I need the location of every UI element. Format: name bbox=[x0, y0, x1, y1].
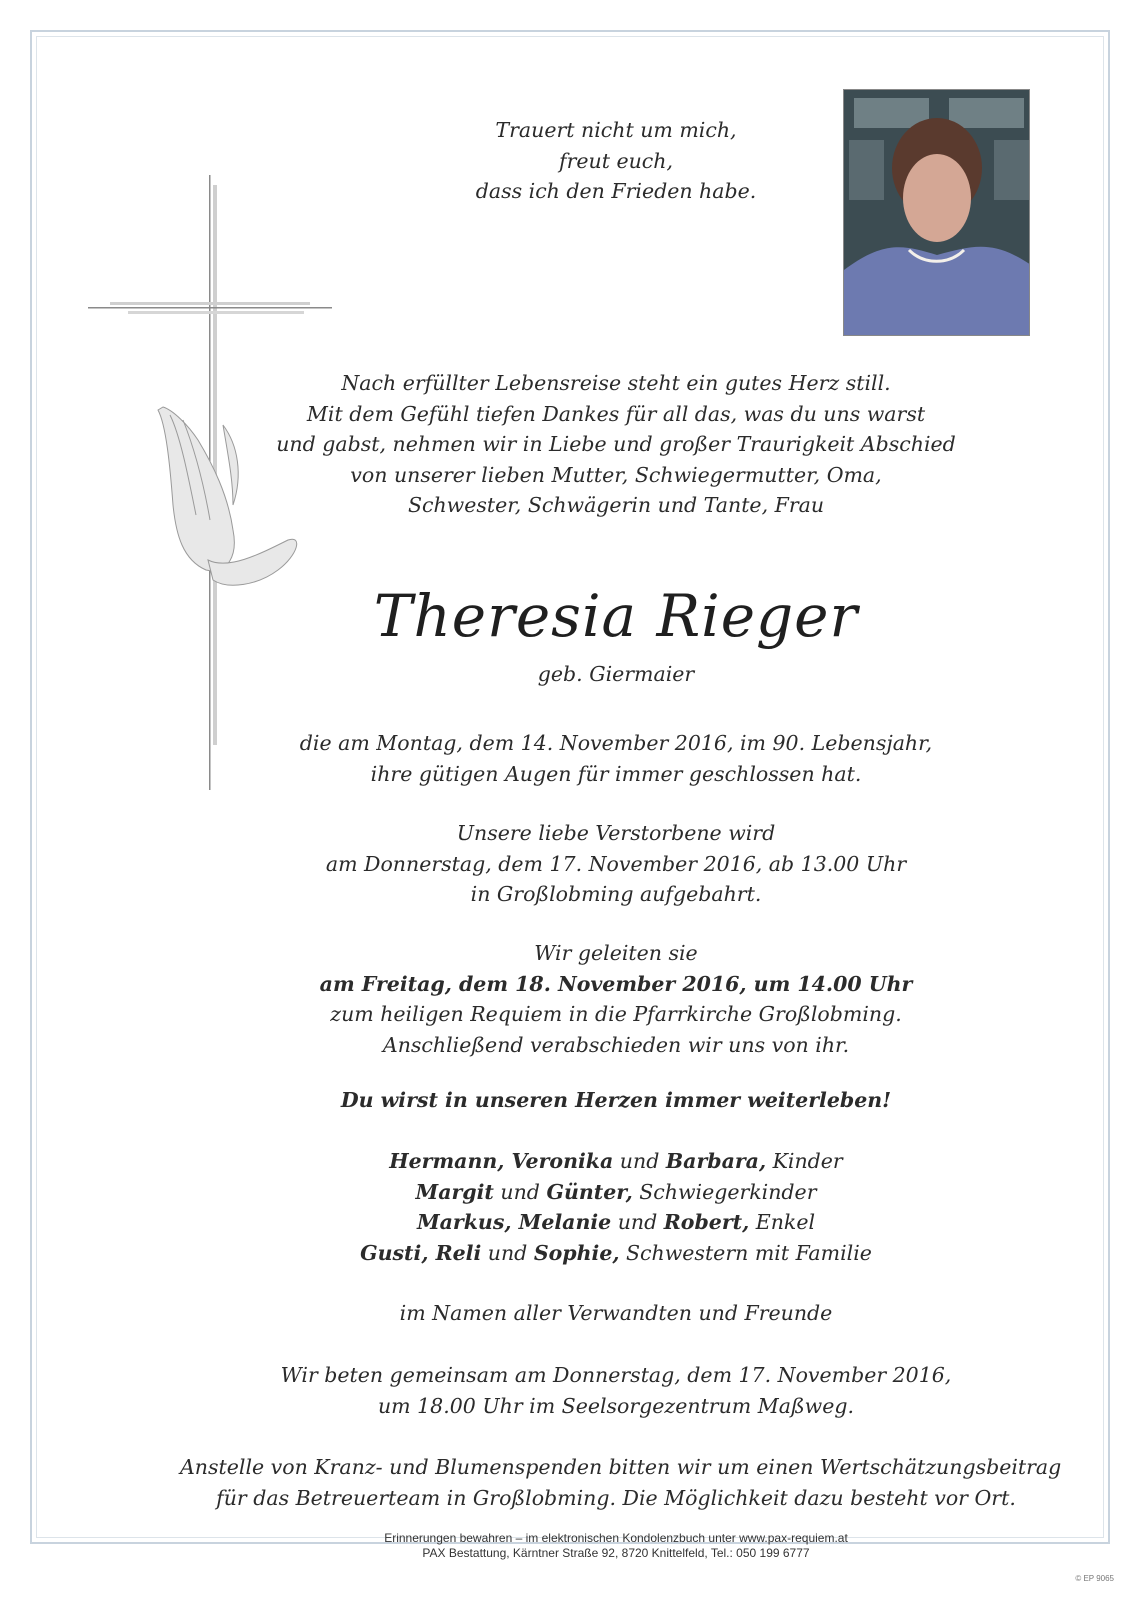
family-row bbox=[180, 1177, 1052, 1208]
funeral-line: Wir geleiten sie bbox=[534, 941, 698, 965]
death-line: die am Montag, dem 14. November 2016, im 90. Lebensjahr, bbox=[299, 731, 933, 755]
prayer-line: um 18.00 Uhr im Seelsorgezentrum Maßweg. bbox=[377, 1393, 854, 1418]
death-notice bbox=[180, 728, 1052, 789]
family-names: Hermann, Veronika bbox=[389, 1149, 614, 1173]
footer-line: Erinnerungen bewahren – im elektronischen Kondolenzbuch unter www.pax-requiem.at bbox=[384, 1531, 848, 1545]
donation-line: für das Betreuerteam in Großlobming. Die Möglichkeit dazu besteht vor Ort. bbox=[216, 1485, 1016, 1510]
death-line: ihre gütigen Augen für immer geschlossen hat. bbox=[370, 761, 862, 786]
donation-line: Anstelle von Kranz- und Blumenspenden bitten wir um einen Wertschätzungsbeitrag bbox=[180, 1455, 1062, 1479]
family-connector: und bbox=[613, 1149, 666, 1173]
family-row bbox=[180, 1207, 1052, 1238]
birth-name-line: geb. Giermaier bbox=[537, 662, 695, 686]
family-relation: Schwestern mit Familie bbox=[619, 1240, 872, 1265]
family-row bbox=[180, 1238, 1052, 1269]
poem-line: dass ich den Frieden habe. bbox=[475, 179, 757, 203]
family-names: Barbara, bbox=[665, 1149, 767, 1173]
deceased-name: Theresia Rieger bbox=[373, 582, 859, 650]
family-relation: Enkel bbox=[749, 1210, 816, 1234]
portrait-photo bbox=[843, 89, 1030, 336]
viewing-line: am Donnerstag, dem 17. November 2016, ab 13.00 Uhr bbox=[325, 851, 907, 876]
intro-line: Nach erfüllter Lebensreise steht ein gutes Herz still. bbox=[341, 371, 891, 395]
intro-line: Mit dem Gefühl tiefen Dankes für all das, was du uns warst bbox=[306, 401, 926, 426]
family-names: Robert, bbox=[663, 1210, 750, 1234]
relatives-note bbox=[180, 1298, 1052, 1329]
donation-notice bbox=[180, 1452, 1062, 1513]
relatives-line: im Namen aller Verwandten und Freunde bbox=[399, 1301, 833, 1325]
funeral-date: am Freitag, dem 18. November 2016, um 14.00 Uhr bbox=[319, 971, 913, 996]
form-code: © EP 9065 bbox=[1075, 1574, 1114, 1583]
poem-line: Trauert nicht um mich, bbox=[495, 118, 737, 142]
birth-name bbox=[180, 659, 1052, 690]
intro-line: Schwester, Schwägerin und Tante, Frau bbox=[407, 493, 825, 517]
family-list bbox=[180, 1146, 1052, 1268]
family-names: Günter, bbox=[546, 1179, 633, 1204]
family-row bbox=[180, 1146, 1052, 1177]
family-connector: und bbox=[493, 1179, 547, 1204]
family-names: Gusti, Reli bbox=[360, 1240, 482, 1265]
funeral-line: Anschließend verabschieden wir uns von ihr. bbox=[382, 1032, 850, 1057]
family-names: Markus, Melanie bbox=[416, 1210, 612, 1234]
viewing-line: in Großlobming aufgebahrt. bbox=[470, 882, 762, 906]
family-relation: Kinder bbox=[766, 1149, 843, 1173]
intro-line: von unserer lieben Mutter, Schwiegermutter, Oma, bbox=[350, 462, 882, 487]
family-connector: und bbox=[611, 1210, 664, 1234]
funeral-line: zum heiligen Requiem in die Pfarrkirche Großlobming. bbox=[330, 1002, 902, 1026]
family-connector: und bbox=[481, 1240, 534, 1265]
family-names: Margit bbox=[415, 1179, 494, 1204]
prayer-line: Wir beten gemeinsam am Donnerstag, dem 17. November 2016, bbox=[280, 1363, 952, 1387]
footer-line: PAX Bestattung, Kärntner Straße 92, 8720 Knittelfeld, Tel.: 050 199 6777 bbox=[422, 1546, 810, 1560]
motto-text: Du wirst in unseren Herzen immer weiterleben! bbox=[340, 1088, 892, 1112]
prayer-notice bbox=[180, 1360, 1052, 1421]
motto bbox=[180, 1085, 1052, 1116]
family-relation: Schwiegerkinder bbox=[632, 1179, 817, 1204]
intro-text bbox=[180, 368, 1052, 521]
viewing-line: Unsere liebe Verstorbene wird bbox=[456, 821, 776, 845]
funeral-notice bbox=[180, 938, 1052, 1060]
footer bbox=[180, 1531, 1052, 1561]
poem-line: freut euch, bbox=[558, 148, 673, 173]
viewing-notice bbox=[180, 818, 1052, 910]
family-names: Sophie, bbox=[533, 1240, 620, 1265]
intro-line: und gabst, nehmen wir in Liebe und großer Traurigkeit Abschied bbox=[276, 432, 956, 456]
